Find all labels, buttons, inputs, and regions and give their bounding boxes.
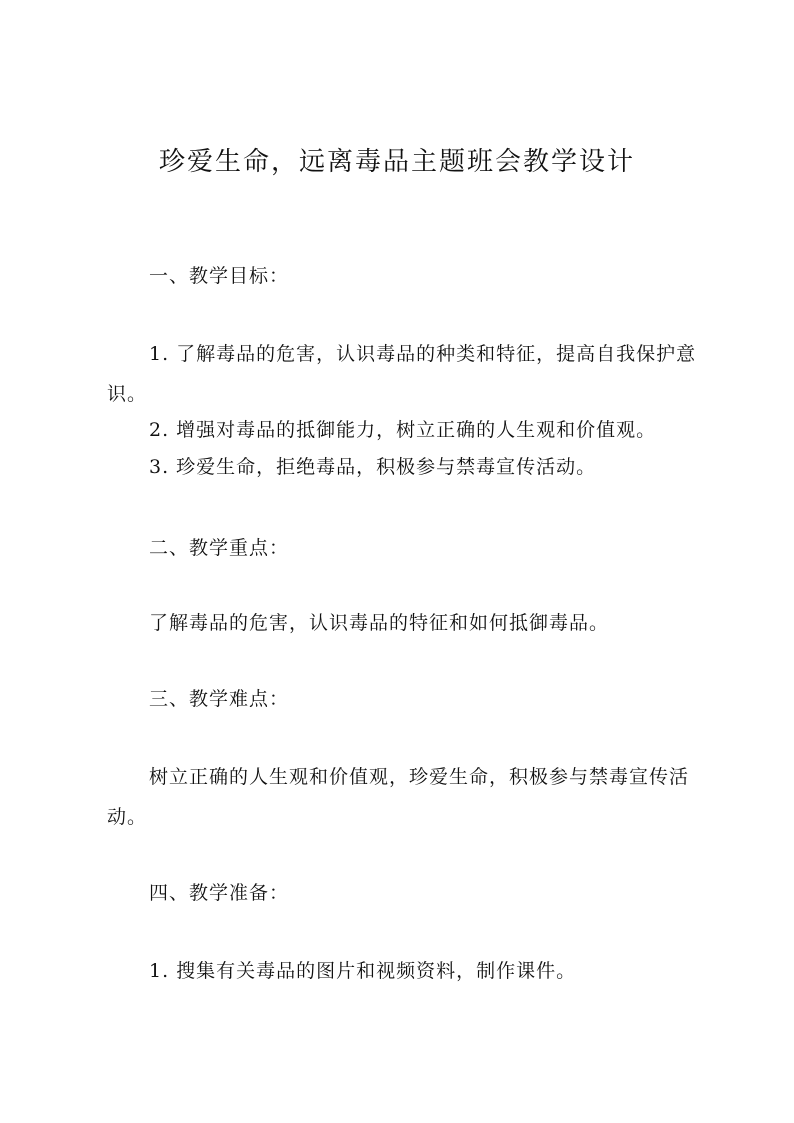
- section-heading-preparation: 四、教学准备：: [149, 882, 290, 904]
- key-points-text: 了解毒品的危害，认识毒品的特征和如何抵御毒品。: [149, 612, 610, 634]
- section-heading-key-points: 二、教学重点：: [149, 537, 290, 559]
- objective-item-2: 2. 增强对毒品的抵御能力，树立正确的人生观和价值观。: [149, 419, 657, 441]
- difficulties-text: 树立正确的人生观和价值观，珍爱生命，积极参与禁毒宣传活动。: [107, 766, 690, 828]
- section-heading-difficulties: 三、教学难点：: [149, 688, 290, 710]
- document-title: 珍爱生命，远离毒品主题班会教学设计: [158, 147, 635, 177]
- objective-item-1: 1. 了解毒品的危害，认识毒品的种类和特征，提高自我保护意识。: [107, 343, 697, 405]
- section-heading-objectives: 一、教学目标：: [149, 265, 290, 287]
- preparation-item-1: 1. 搜集有关毒品的图片和视频资料，制作课件。: [149, 960, 577, 982]
- objective-item-3: 3. 珍爱生命，拒绝毒品，积极参与禁毒宣传活动。: [149, 456, 597, 478]
